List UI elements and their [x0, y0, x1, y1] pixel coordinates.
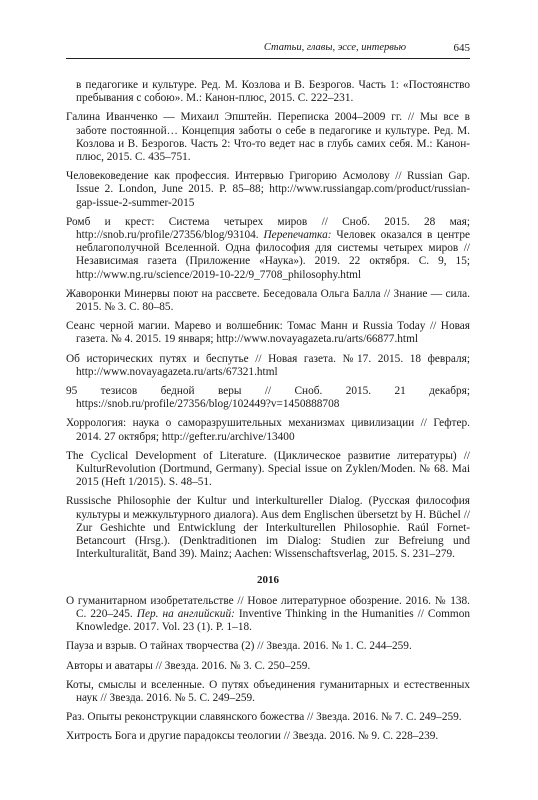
year-heading: 2016 [257, 573, 279, 586]
book-page [66, 40, 470, 750]
page-number: 645 [453, 42, 470, 54]
bibliography-entry: Пауза и взрыв. О тайнах творчества (2) // Звезда. 2016. № 1. С. 244–259. [66, 640, 412, 653]
bibliography-entry: Человековедение как профессия. Интервью Григорию Асмолову // Russian Gap. Issue 2. London, June 2015. P. 85–88; http://www.russiangap.com/product/russian-gap-issue-2-summer-2015 [66, 170, 470, 209]
bibliography-list [66, 79, 470, 744]
entry-text: О гуманитарном изобретательстве // Новое литературное обозрение. 2016. № 138. С. 220–245. [66, 594, 470, 620]
bibliography-entry: Хоррология: наука о саморазрушительных механизмах цивилизации // Гефтер. 2014. 27 октября; http://gefter.ru/archive/13400 [66, 417, 470, 443]
bibliography-entry: Сеанс черной магии. Марево и волшебник: Томас Манн и Russia Today // Новая газета. № 4. 2015. 19 января; http://www.novayagazeta.ru/arts/66877.html [66, 320, 470, 346]
translation-label: Пер. на английский: [136, 607, 235, 620]
bibliography-entry: Раз. Опыты реконструкции славянского божества // Звезда. 2016. № 7. С. 249–259. [66, 711, 462, 724]
bibliography-entry: Хитрость Бога и другие парадоксы теологии // Звезда. 2016. № 9. С. 228–239. [66, 730, 439, 743]
bibliography-entry: 95 тезисов бедной веры // Сноб. 2015. 21 декабря; https://snob.ru/profile/27356/blog/102449?v=1450888708 [66, 385, 470, 411]
bibliography-entry: Галина Иванченко — Михаил Эпштейн. Переписка 2004–2009 гг. // Мы все в заботе постоянной… Концепция заботы о себе в педагогике и культуре. Ред. М. Козлова и В. Безрогов. Часть 2: Что-то ведет нас в глубь самих себя. М.: Канон-плюс, 2015. С. 435–751. [66, 111, 470, 164]
entry-text: Inventive Thinking in the Humanities // Common Knowledge. 2017. Vol. 23 (1). P. 1–18. [76, 607, 470, 634]
entry-text: Человек оказался в центре неблагополучной Вселенной. Одна философия для системы четырех миров // Независимая газета (Приложение «Наука»). 2019. 22 октября. С. 9, 15; http://www.ng.ru/science/2019-10-22/9_7708_philosophy.html [76, 229, 470, 281]
running-title: Статьи, главы, эссе, интервью [263, 42, 406, 53]
bibliography-entry: The Cyclical Development of Literature. (Циклическое развитие литературы) // KulturRevolution (Dortmund, Germany). Special issue on Zyklen/Moden. № 68. Mai 2015 (Heft 1/2015). S. 48–51. [66, 449, 470, 489]
bibliography-entry: Авторы и аватары // Звезда. 2016. № 3. С. 250–259. [66, 659, 311, 672]
running-header [66, 40, 470, 59]
bibliography-entry: Об исторических путях и беспутье // Новая газета. №17. 2015. 18 февраля; http://www.novayagazeta.ru/arts/67321.html [66, 352, 470, 378]
reprint-label: Перепечатка: [263, 229, 332, 242]
bibliography-entry: Жаворонки Минервы поют на рассвете. Беседовала Ольга Балла // Знание — сила. 2015. № 3. С. 80–85. [66, 287, 470, 314]
bibliography-entry: Коты, смыслы и вселенные. О путях объединения гуманитарных и естественных наук // Звезда. 2016. № 5. С. 249–259. [66, 678, 470, 704]
bibliography-entry: в педагогике и культуре. Ред. М. Козлова и В. Безрогов. Часть 1: «Постоянство пребывания с собою». М.: Канон-плюс, 2015. С. 222–231. [76, 79, 470, 105]
bibliography-entry [66, 216, 470, 282]
bibliography-entry [66, 595, 470, 635]
bibliography-entry: Russische Philosophie der Kultur und interkultureller Dialog. (Русская философия культуры и межкультурного диалога). Aus dem Englischen übersetzt by H. Büchel // Zur Geshichte und Entwicklung der Interkulturellen Philosophie. Raúl Fornet-Betancourt (Hrsg.). (Denktraditionen im Dialog: Studien zur Befreiung und Interkulturalität, Band 39). Mainz; Aachen: Wissenschaftsverlag, 2015. S. 231–279. [66, 495, 470, 561]
entry-text: Ромб и крест: Система четырех миров // Сноб. 2015. 28 мая; http://snob.ru/profile/27356/blog/93104. [66, 215, 470, 242]
